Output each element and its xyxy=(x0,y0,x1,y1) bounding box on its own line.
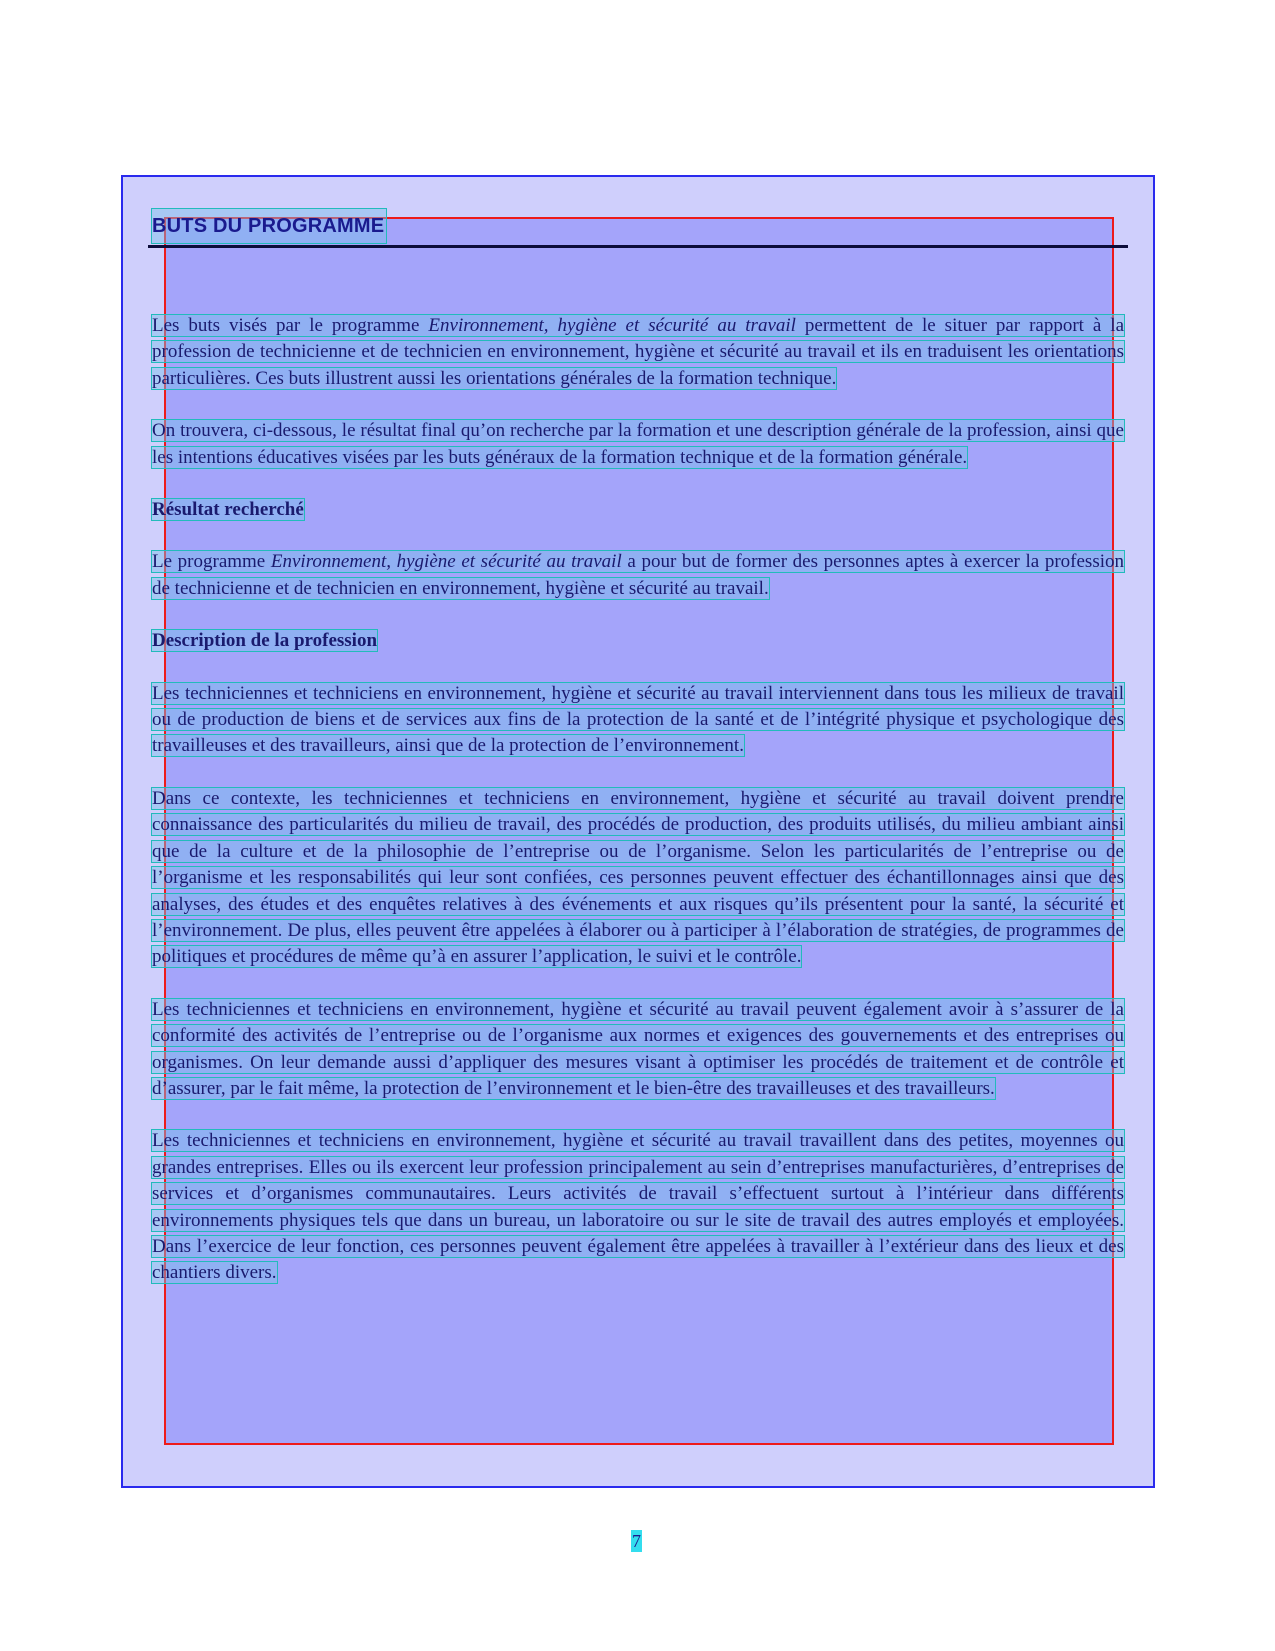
page-title: BUTS DU PROGRAMME xyxy=(152,209,386,243)
program-name: Environnement, hygiène et sécurité au travail xyxy=(270,551,622,573)
intro-paragraph-2: On trouvera, ci-dessous, le résultat final qu’on recherche par la formation et une description générale de la profession, ainsi que les intentions éducatives visées par les buts généraux de la formation technique et de la formation générale. xyxy=(152,420,1124,468)
profession-paragraph-1: Les techniciennes et techniciens en environnement, hygiène et sécurité au travail interviennent dans tous les milieux de travail ou de production de biens et de services aux fins de la protection de la santé et de l’intégrité physique et psychologique des travailleuses et des travailleurs, ainsi que de la protection de l’environnement. xyxy=(152,682,1124,757)
result-paragraph: Le programme Environnement, hygiène et sécurité au travail a pour but de former des personnes aptes à exercer la profession de technicienne et de technicien en environnement, hygiène et sécurité au travail. xyxy=(152,551,1124,599)
profession-paragraph-3: Les techniciennes et techniciens en environnement, hygiène et sécurité au travail peuvent également avoir à s’assurer de la conformité des activités de l’entreprise ou de l’organisme aux normes et exigences des gouvernements et des entreprises ou organismes. On leur demande aussi d’appliquer des mesures visant à optimiser les procédés de traitement et de contrôle et d’assurer, par le fait même, la protection de l’environnement et le bien-être des travailleuses et des travailleurs. xyxy=(152,998,1124,1099)
profession-paragraph-2: Dans ce contexte, les techniciennes et techniciens en environnement, hygiène et sécurité au travail doivent prendre connaissance des particularités du milieu de travail, des procédés de production, des produits utilisés, du milieu ambiant ainsi que de la culture et de la philosophie de l’entreprise ou de l’organisme. Selon les particularités de l’entreprise ou de l’organisme et les responsabilités qui leur sont confiées, ces personnes peuvent effectuer des échantillonnages ainsi que des analyses, des études et des enquêtes relatives à des événements et aux risques qu’ils présentent pour la santé, la sécurité et l’environnement. De plus, elles peuvent être appelées à élaborer ou à participer à l’élaboration de stratégies, de programmes de politiques et procédures de même qu’à en assurer l’application, le suivi et le contrôle. xyxy=(152,787,1124,968)
title-rule xyxy=(148,245,1128,248)
profession-paragraph-4: Les techniciennes et techniciens en environnement, hygiène et sécurité au travail travaillent dans des petites, moyennes ou grandes entreprises. Elles ou ils exercent leur profession principalement au sein d’entreprises manufacturières, d’entreprises de services et d’organismes communautaires. Leurs activités de travail s’effectuent surtout à l’intérieur dans différents environnements physiques tels que dans un bureau, un laboratoire ou sur le site de travail des autres employés et employées. Dans l’exercice de leur fonction, ces personnes peuvent également être appelées à travailler à l’extérieur dans des lieux et des chantiers divers. xyxy=(152,1130,1124,1284)
section-heading-result: Résultat recherché xyxy=(152,499,304,521)
title-block xyxy=(152,209,1124,243)
section-heading-profession: Description de la profession xyxy=(152,630,378,652)
program-name: Environnement, hygiène et sécurité au travail xyxy=(428,315,796,336)
page-number: 7 xyxy=(632,1531,641,1551)
intro-paragraph-1: Les buts visés par le programme Environnement, hygiène et sécurité au travail permettent de le situer par rapport à la profession de technicienne et de technicien en environnement, hygiène et sécurité au travail et ils en traduisent les orientations particulières. Ces buts illustrent aussi les orientations générales de la formation technique. xyxy=(152,315,1125,389)
document-body xyxy=(152,209,1124,1313)
